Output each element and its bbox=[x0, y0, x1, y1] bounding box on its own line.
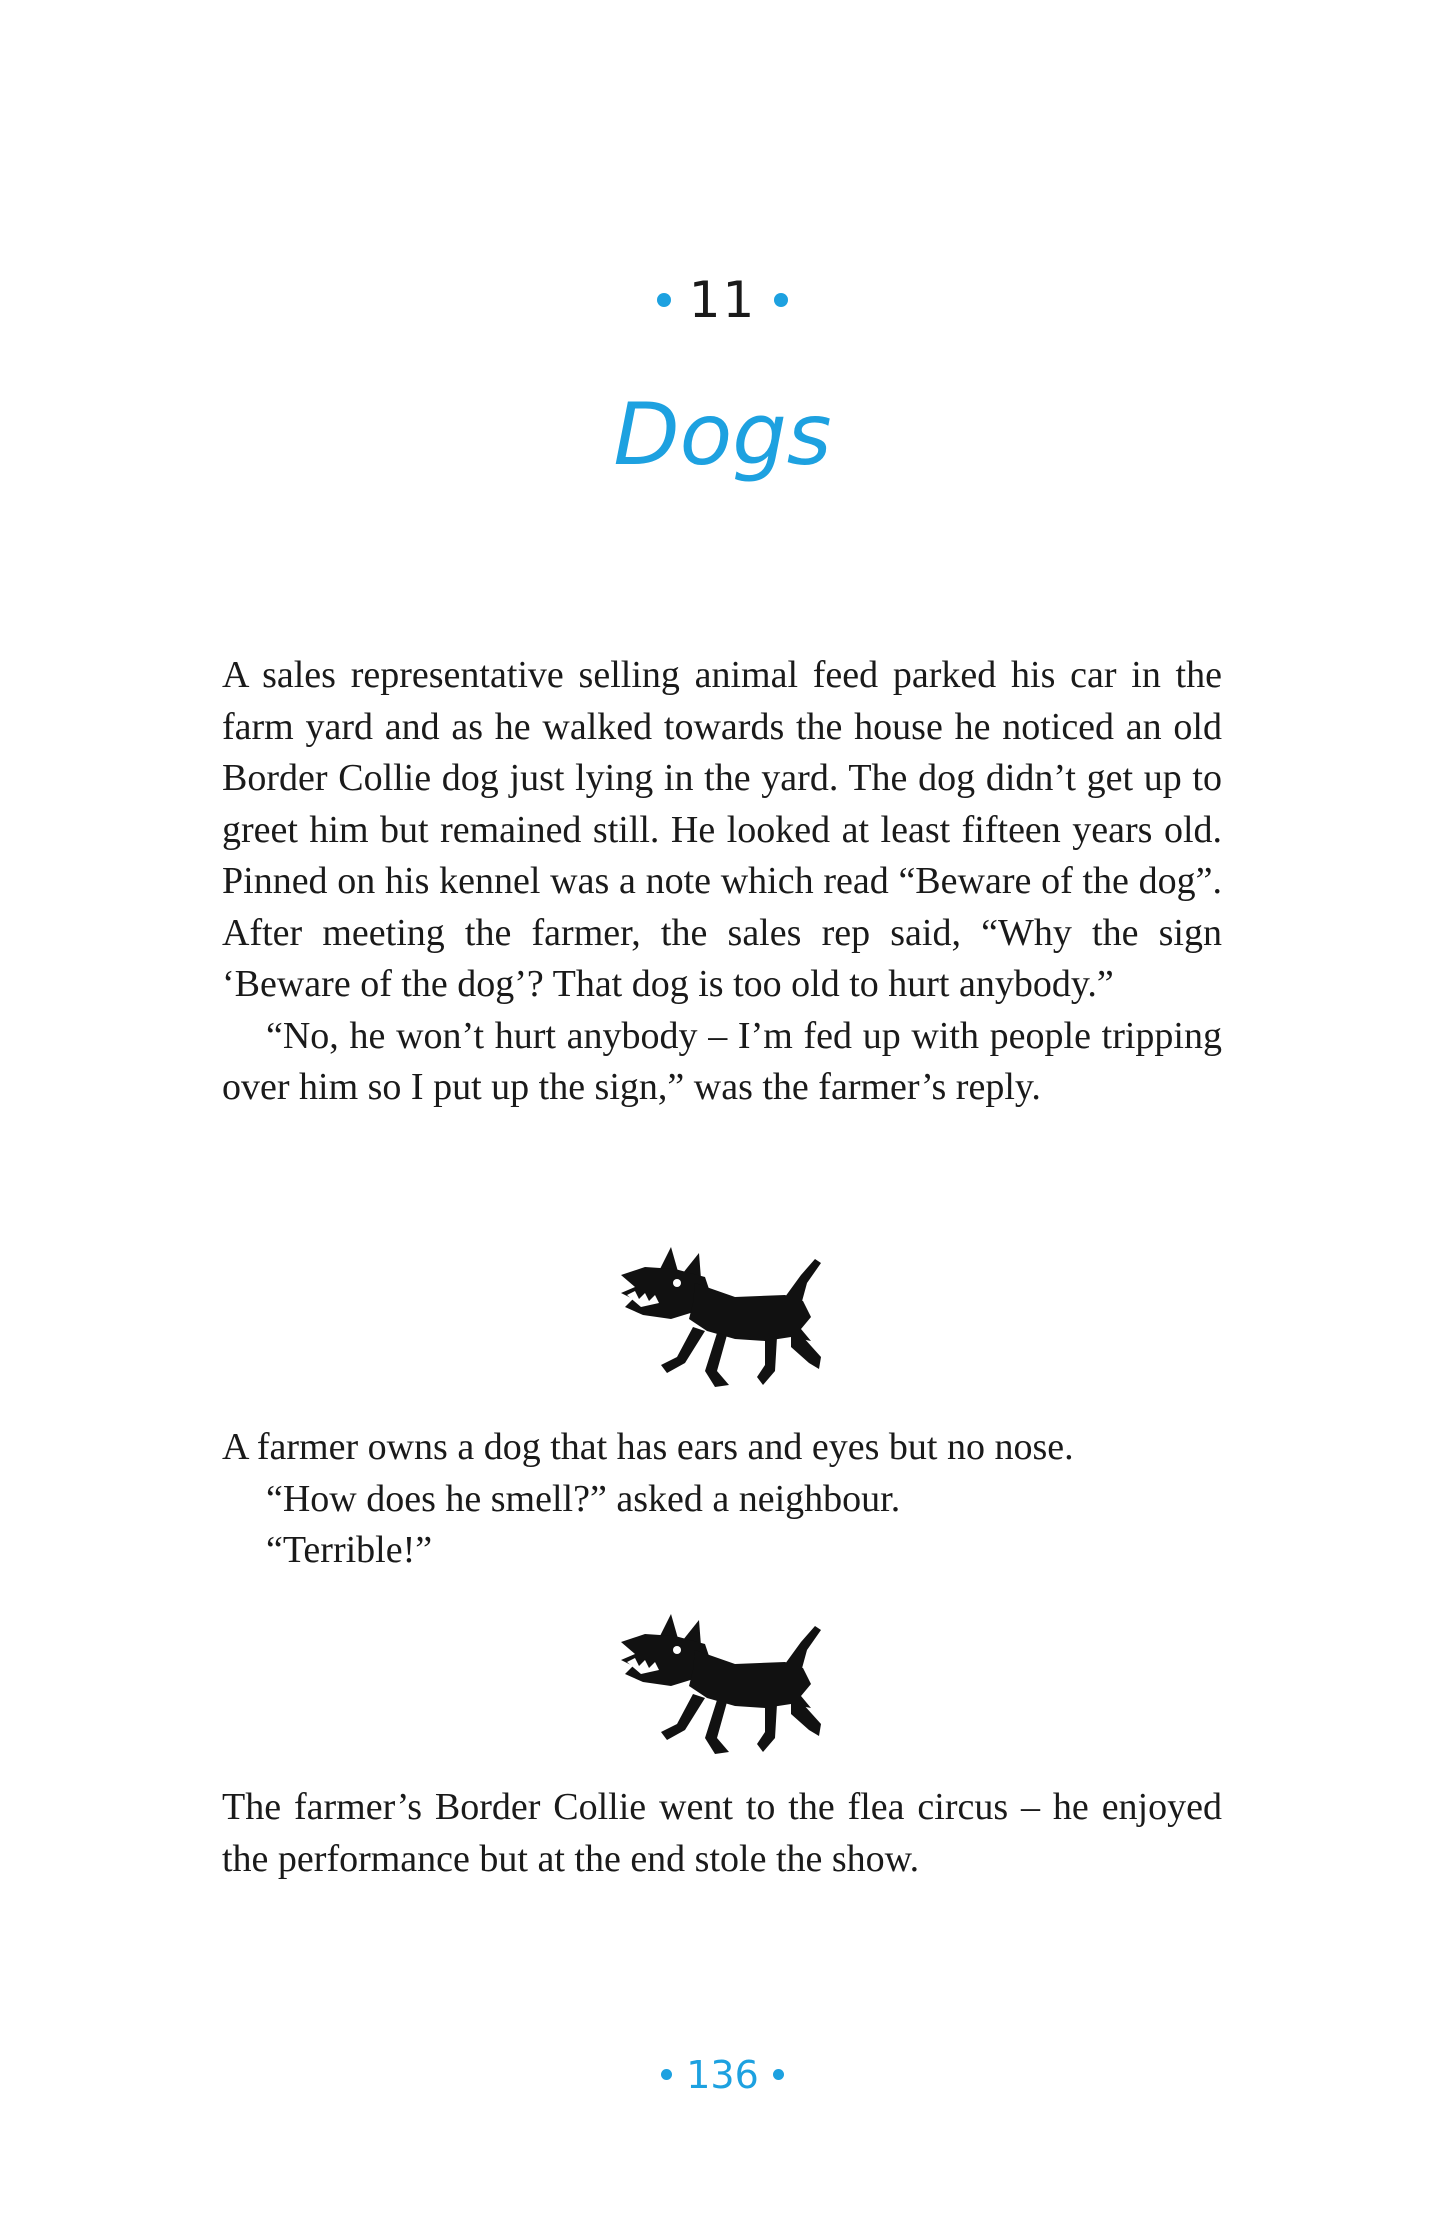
paragraph: “No, he won’t hurt anybody – I’m fed up with people tripping over him so I put up the sign,” was the farmer’s reply. bbox=[222, 1014, 1222, 1108]
bullet-dot bbox=[774, 293, 788, 307]
bullet-dot bbox=[657, 293, 671, 307]
joke-1 bbox=[222, 650, 1222, 1114]
bullet-dot bbox=[661, 2069, 672, 2080]
joke-2 bbox=[222, 1422, 1222, 1577]
paragraph: A farmer owns a dog that has ears and eyes but no nose. bbox=[222, 1426, 1074, 1468]
chapter-number-text: 11 bbox=[688, 271, 757, 329]
dog-icon bbox=[615, 1245, 825, 1390]
paragraph: “How does he smell?” asked a neighbour. bbox=[266, 1477, 901, 1520]
paragraph: A sales representative selling animal feed parked his car in the farm yard and as he walked towards the house he noticed an old Border Collie dog just lying in the yard. The dog didn’t get up to greet him but remained still. He looked at least fifteen years old. Pinned on his kennel was a note which read “Beware of the dog”. After meeting the farmer, the sales rep said, “Why the sign ‘Beware of the dog’? That dog is too old to hurt anybody.” bbox=[222, 654, 1222, 1005]
joke-3 bbox=[222, 1782, 1222, 1885]
dog-icon bbox=[615, 1612, 825, 1757]
paragraph: “Terrible!” bbox=[266, 1529, 433, 1571]
chapter-number bbox=[0, 270, 1445, 330]
page-number bbox=[0, 2050, 1445, 2100]
page-number-text: 136 bbox=[686, 2053, 759, 2097]
chapter-title: Dogs bbox=[613, 385, 832, 485]
paragraph: The farmer’s Border Collie went to the flea circus – he enjoyed the performance but at the end stole the show. bbox=[222, 1786, 1222, 1880]
bullet-dot bbox=[773, 2069, 784, 2080]
